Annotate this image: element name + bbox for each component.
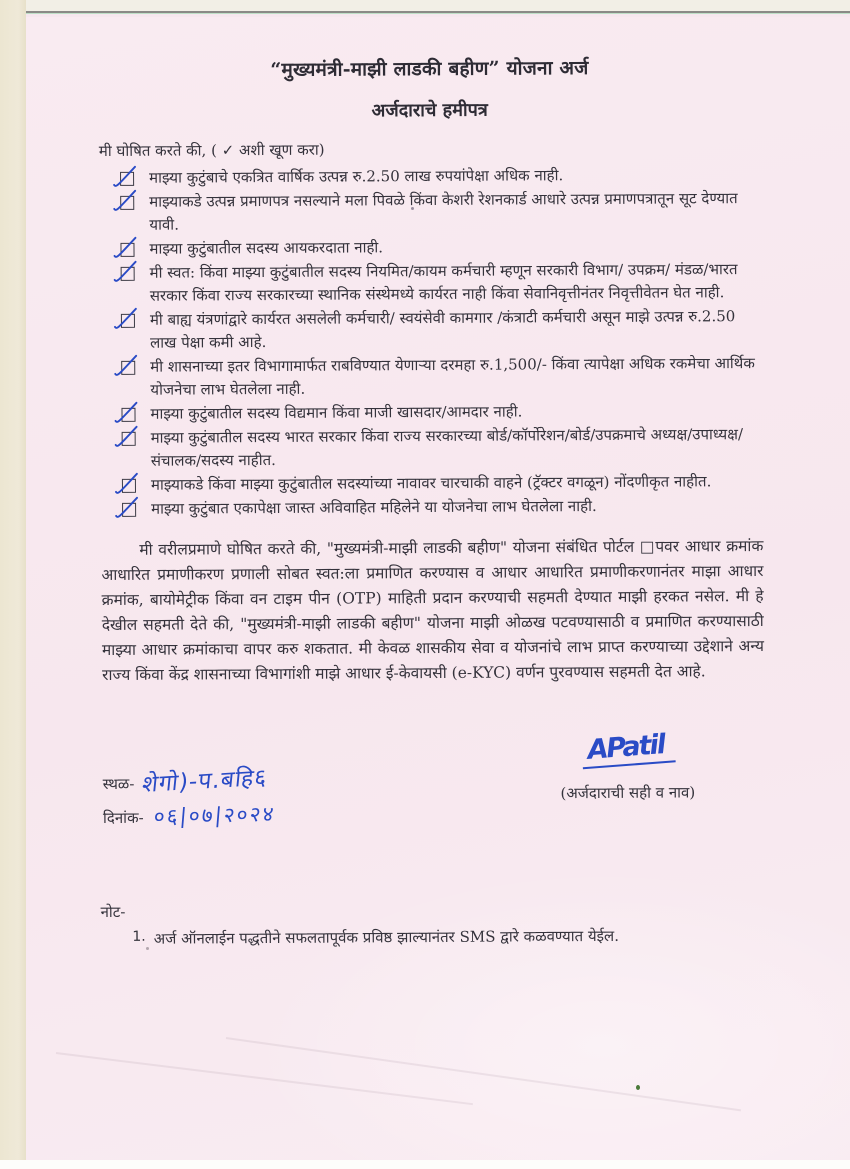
checklist-item-text: मी बाह्य यंत्रणांद्वारे कार्यरत असलेली कर्मचारी/ स्वयंसेवी कामगार /कंत्राटी कर्मचारी असून माझे उत्पन्न रु.2.50 लाख पेक्षा कमी आहे. <box>149 307 736 352</box>
declaration-checklist <box>99 163 763 521</box>
date-handwritten-value: ०६|०७|२०२४ <box>153 801 277 829</box>
consent-paragraph: मी वरीलप्रमाणे घोषित करते की, "मुख्यमंत्री-माझी लाडकी बहीण" योजना संबंधित पोर्टल □पवर आधार क्रमांक आधारित प्रमाणीकरण प्रणाली सोबत स्वत:ला प्रमाणित करण्यास व आधार आधारित प्रमाणीकरणानंतर माझा आधार क्रमांक, बायोमेट्रीक किंवा वन टाइम पीन (OTP) माहिती प्रदान करण्याची सहमती देण्यात माझी हरकत नसेल. मी हे देखील सहमती देते की, "मुख्यमंत्री-माझी लाडकी बहीण" योजना माझी ओळख पटवण्यासाठी व प्रमाणित करण्यासाठी माझ्या आधार क्रमांकाचा वापर करु शकतात. मी केवळ शासकीय सेवा व योजनांचे लाभ प्राप्त करण्याच्या उद्देशाने अन्य राज्य किंवा केंद्र शासनाच्या विभागांशी माझे आधार ई-केवायसी (e-KYC) वर्णन पुरवण्यास सहमती देत आहे. <box>101 536 764 685</box>
scan-speck <box>636 1085 640 1090</box>
checklist-item-text: मी शासनाच्या इतर विभागामार्फत राबविण्यात येणाऱ्या दरमहा रु.1,500/- किंवा त्यापेक्षा अधिक रकमेचा आर्थिक योजनेचा लाभ घेतलेला नाही. <box>150 354 755 399</box>
checklist-item <box>101 470 763 497</box>
checklist-item-text: माझ्याकडे किंवा माझ्या कुटुंबातील सदस्यांच्या नावावर चारचाकी वाहने (ट्रॅक्टर वगळून) नोंदणीकृत नाहीत. <box>150 472 712 494</box>
signature-block <box>532 729 722 803</box>
signature-caption: (अर्जदाराची सही व नाव) <box>560 783 696 802</box>
checkbox-icon <box>121 267 135 281</box>
scanner-left-edge <box>0 0 26 1169</box>
place-date-block <box>103 763 276 836</box>
checkbox-icon <box>122 432 136 446</box>
checklist-item <box>100 399 762 426</box>
checklist-item-text: माझ्या कुटुंबाचे एकत्रित वार्षिक उत्पन्न रु.2.50 लाख रुपयांपेक्षा अधिक नाही. <box>149 166 564 187</box>
checklist-item-text: माझ्या कुटुंबात एकापेक्षा जास्त अविवाहित महिलेने या योजनेचा लाभ घेतलेला नाही. <box>151 496 597 518</box>
checklist-item-text: माझ्या कुटुंबातील सदस्य आयकरदाता नाही. <box>149 238 384 258</box>
checkbox-icon <box>121 408 135 422</box>
scanner-bottom-edge <box>0 1160 850 1169</box>
paper-crease <box>226 1037 741 1111</box>
note-item <box>104 925 766 949</box>
checklist-item <box>100 305 762 355</box>
note-section <box>100 898 765 949</box>
paper-page <box>26 17 850 1160</box>
scanner-top-edge <box>0 0 850 17</box>
checkbox-icon <box>120 243 134 257</box>
checklist-item <box>99 234 761 261</box>
checkbox-icon <box>120 172 134 186</box>
checklist-item-text: माझ्या कुटुंबातील सदस्य भारत सरकार किंवा राज्य सरकारच्या बोर्ड/कॉर्पोरेशन/बोर्ड/उपक्रमाचे अध्यक्ष/उपाध्यक्ष/ संचालक/सदस्य नाहीत. <box>150 425 744 470</box>
checklist-item-text: माझ्या कुटुंबातील सदस्य विद्यमान किंवा माजी खासदार/आमदार नाही. <box>150 402 523 423</box>
date-label: दिनांक- <box>102 808 144 828</box>
checklist-item-text: माझ्याकडे उत्पन्न प्रमाणपत्र नसल्याने मला पिवळे किंवा केशरी रेशनकार्ड आधारे उत्पन्न प्रमाणपत्रातून सूट देण्यात यावी. <box>149 189 738 234</box>
place-row <box>102 763 276 799</box>
paper-crease <box>56 1052 473 1105</box>
checklist-item <box>99 187 761 237</box>
checkbox-icon <box>122 503 136 517</box>
checkbox-icon <box>121 314 135 328</box>
place-label: स्थळ- <box>102 774 135 794</box>
note-item-text: अर्ज ऑनलाईन पद्धतीने सफलतापूर्वक प्रविष्ठ झाल्यानंतर SMS द्वारे कळवण्यात येईल. <box>153 926 619 948</box>
checklist-item <box>101 423 763 473</box>
note-item-number: 1. <box>132 928 146 945</box>
checkbox-icon <box>120 196 134 210</box>
note-label: नोट- <box>100 902 126 922</box>
place-handwritten-value: शेगो)-प.बहि६ <box>141 764 270 799</box>
signature-area <box>102 729 765 896</box>
date-row <box>103 801 276 830</box>
checklist-item <box>99 163 761 190</box>
page-subtitle: अर्जदाराचे हमीपत्र <box>371 99 488 122</box>
checklist-item <box>100 258 762 308</box>
signature-scribble: APatil <box>580 729 675 769</box>
checkbox-icon <box>121 361 135 375</box>
page-title: “मुख्यमंत्री-माझी लाडकी बहीण” योजना अर्ज <box>270 57 589 81</box>
document-content <box>98 37 766 949</box>
checklist-item <box>101 494 763 521</box>
declaration-intro: मी घोषित करते की, ( ✓ अशी खूण करा) <box>98 140 325 161</box>
checklist-item-text: मी स्वत: किंवा माझ्या कुटुंबातील सदस्य नियमित/कायम कर्मचारी म्हणून सरकारी विभाग/ उपक्रम/ मंडळ/भारत सरकार किंवा राज्य सरकारच्या स्थानिक संस्थेमध्ये कार्यरत नाही किंवा सेवानिवृत्तीनंतर निवृत्तीवेतन घेत नाही. <box>149 260 738 305</box>
checklist-item <box>100 352 762 402</box>
note-list <box>104 925 766 949</box>
checkbox-icon <box>122 479 136 493</box>
